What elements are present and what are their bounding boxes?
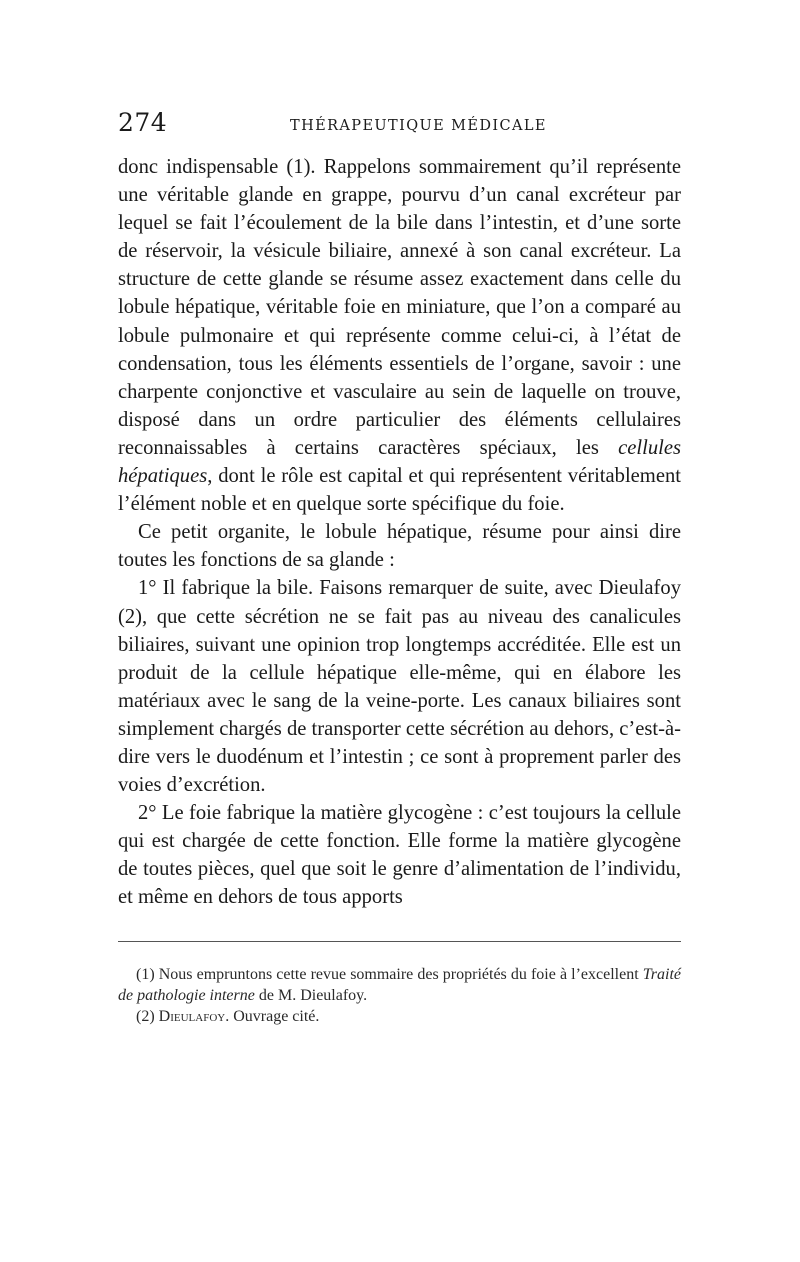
footnote-2 [118,1006,681,1027]
paragraph-1-text-a: donc indispensable (1). Rappelons sommairement qu’il représente une véritable glande en grappe, pourvu d’un canal excréteur par lequel se fait l’écoulement de la bile dans l’intestin, et d’une sorte de réservoir, la vésicule biliaire, annexé à son canal excréteur. La structure de cette glande se résume assez exactement dans celle du lobule hépatique, véritable foie en miniature, que l’on a comparé au lobule pulmonaire et qui représente comme celui-ci, à l’état de condensation, tous les éléments essentiels de l’organe, savoir : une charpente conjonctive et vasculaire au sein de laquelle on trouve, disposé dans un ordre particulier des éléments cellulaires reconnaissables à certains caractères spéciaux, les [118,156,681,459]
footnote-2-text-b: . Ouvrage cité. [225,1007,320,1025]
paragraph-1-italic-term: cellules hépatiques [118,436,681,488]
paragraph-1-text-b: , dont le rôle est capital et qui représentent véritablement l’élément noble et en quelque sorte spécifique du foie. [118,465,681,516]
footnote-1-text-a: (1) Nous empruntons cette revue sommaire des propriétés du foie à l’excellent [136,965,643,983]
page-number: 274 [118,108,168,137]
body-text [118,153,681,912]
page-header [118,108,681,148]
paragraph-2: Ce petit organite, le lobule hépatique, résume pour ainsi dire toutes les fonctions de sa glande : [118,521,681,572]
footnote-1-text-b: de M. Dieulafoy. [254,986,368,1004]
paragraph-3: 1° Il fabrique la bile. Faisons remarquer de suite, avec Dieulafoy (2), que cette sécrétion ne se fait pas au niveau des canalicules biliaires, suivant une opinion trop longtemps accréditée. Elle est un produit de la cellule hépatique elle-même, qui en élabore les matériaux avec le sang de la veine-porte. Les canaux biliaires sont simplement chargés de transporter cette sécrétion au dehors, c’est-à-dire vers le duodénum et l’intestin ; ce sont à proprement parler des voies d’excrétion. [118,577,681,797]
footnote-2-author: Dieulafoy [158,1007,226,1025]
footnotes [118,964,681,1027]
paragraph-4: 2° Le foie fabrique la matière glycogène : c’est toujours la cellule qui est chargée de cette fonction. Elle forme la matière glycogène de toutes pièces, quel que soit le genre d’alimentation de l’individu, et même en dehors de tous apports [118,802,681,909]
footnote-1-italic-title: Traité de pathologie interne [118,965,681,1004]
running-title: THÉRAPEUTIQUE MÉDICALE [290,118,547,134]
paragraph-1 [118,153,681,518]
footnote-2-text-a: (2) [136,1007,159,1025]
book-page [118,108,681,1027]
footnote-1 [118,964,681,1006]
footnote-divider [118,941,681,942]
